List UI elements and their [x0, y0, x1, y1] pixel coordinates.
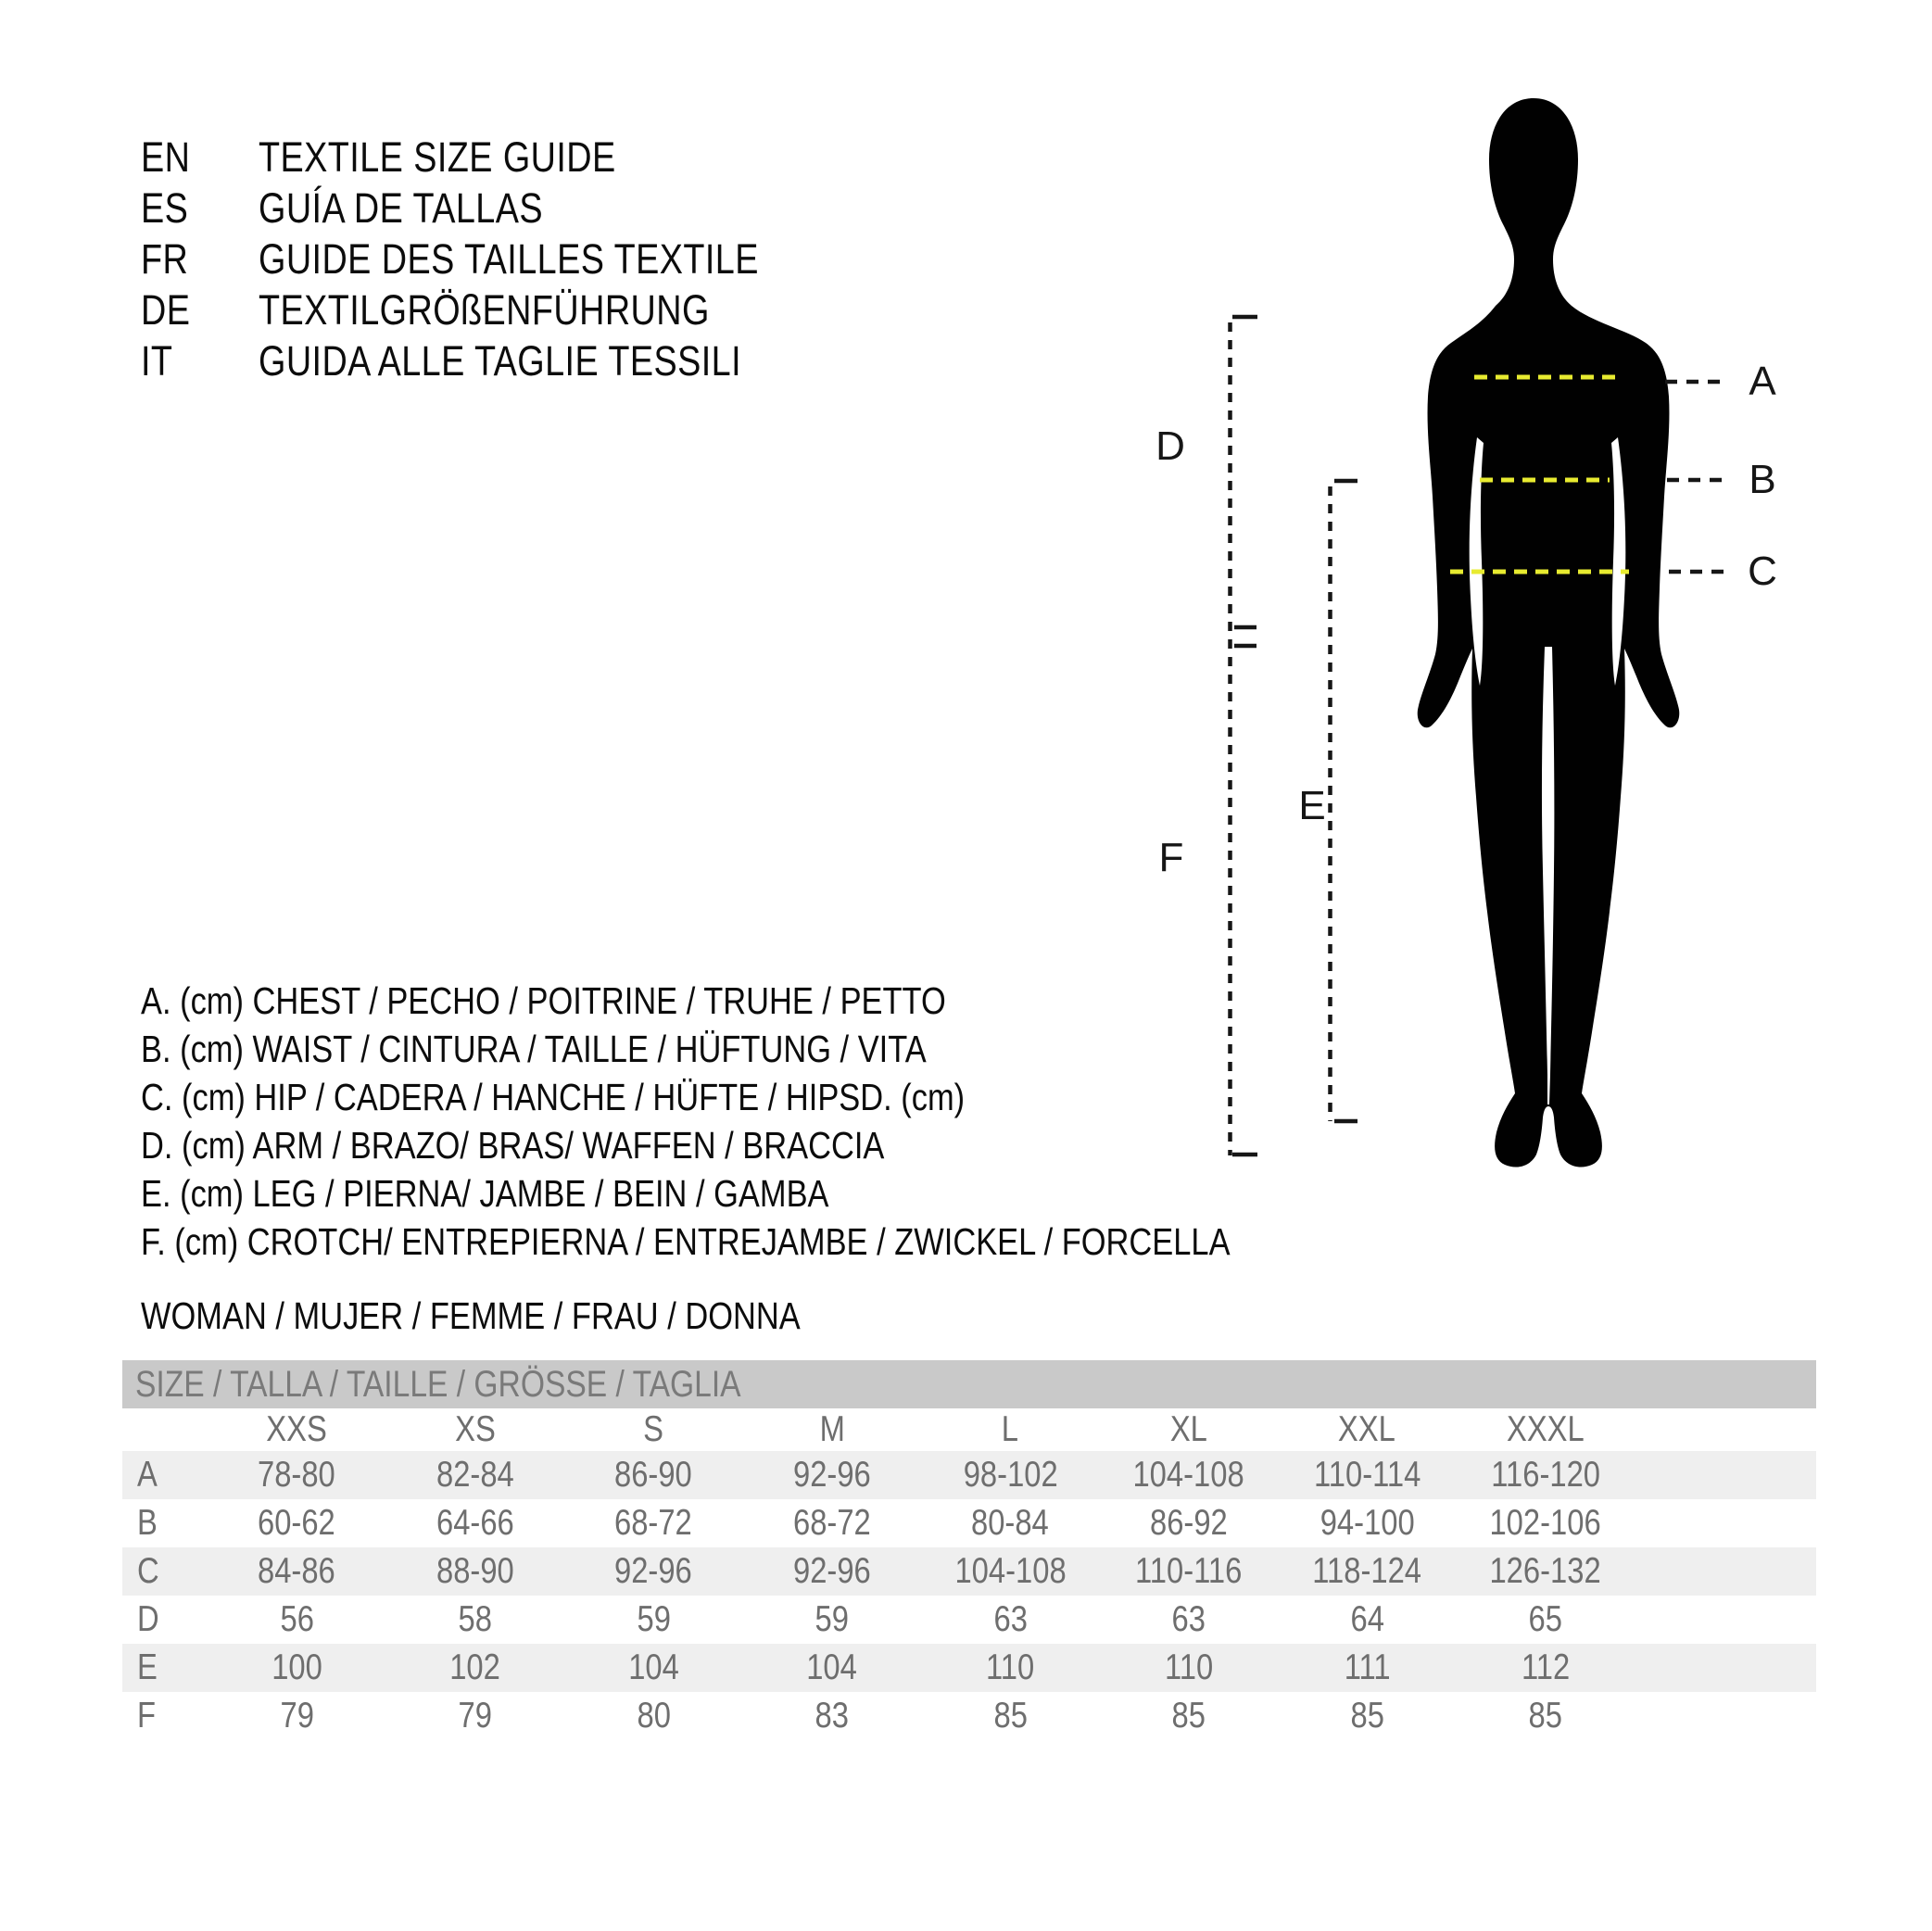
- size-row-trailing-spacer: [1635, 1647, 1816, 1688]
- size-value-text: 64: [1350, 1599, 1384, 1639]
- language-row: [141, 284, 854, 335]
- size-value: [1100, 1696, 1279, 1736]
- size-column-header: [743, 1409, 922, 1450]
- size-value: [208, 1647, 386, 1688]
- size-value-text: 82-84: [436, 1455, 514, 1495]
- size-value-text: 116-120: [1490, 1455, 1600, 1495]
- size-value-text: 80-84: [971, 1503, 1050, 1543]
- size-value: [743, 1647, 922, 1688]
- size-column-header-text: XXXL: [1506, 1409, 1585, 1449]
- size-column-header-text: M: [819, 1409, 845, 1449]
- size-value: [921, 1696, 1100, 1736]
- size-value-text: 104: [806, 1647, 858, 1687]
- size-value: [386, 1503, 565, 1544]
- size-value: [208, 1455, 386, 1496]
- size-value-text: 65: [1528, 1599, 1562, 1639]
- size-value: [743, 1599, 922, 1640]
- size-value: [1278, 1455, 1457, 1496]
- size-value-text: 98-102: [963, 1455, 1058, 1495]
- size-value: [1100, 1647, 1279, 1688]
- size-value-text: 86-90: [614, 1455, 693, 1495]
- size-value: [564, 1599, 743, 1640]
- guide-title: TEXTILGRÖßENFÜHRUNG: [259, 286, 710, 334]
- size-value: [208, 1599, 386, 1640]
- size-value-text: 60-62: [258, 1503, 336, 1543]
- measurement-legend: [141, 977, 1437, 1266]
- row-label-text: E: [137, 1647, 158, 1687]
- size-value-text: 79: [458, 1696, 492, 1735]
- size-table-grid: [122, 1408, 1816, 1740]
- size-value: [1100, 1599, 1279, 1640]
- size-value: [1278, 1599, 1457, 1640]
- row-label: [122, 1551, 208, 1592]
- size-value-text: 85: [1171, 1696, 1206, 1735]
- audience-text: WOMAN / MUJER / FEMME / FRAU / DONNA: [141, 1294, 801, 1337]
- language-row: [141, 132, 854, 183]
- size-value: [1278, 1696, 1457, 1736]
- legend-text: E. (cm) LEG / PIERNA/ JAMBE / BEIN / GAMBA: [141, 1172, 829, 1215]
- row-label: [122, 1647, 208, 1688]
- size-value: [1100, 1455, 1279, 1496]
- row-label: [122, 1503, 208, 1544]
- size-value-text: 64-66: [436, 1503, 514, 1543]
- size-value: [564, 1455, 743, 1496]
- size-value-text: 85: [1528, 1696, 1562, 1735]
- size-row-trailing-spacer: [1635, 1696, 1816, 1736]
- size-value-text: 100: [271, 1647, 322, 1687]
- size-value: [386, 1551, 565, 1592]
- size-value-text: 56: [280, 1599, 314, 1639]
- size-value-text: 112: [1521, 1647, 1570, 1687]
- size-value: [564, 1696, 743, 1736]
- size-row-label-spacer: [122, 1409, 208, 1450]
- size-value-text: 59: [814, 1599, 849, 1639]
- size-value: [743, 1551, 922, 1592]
- table-row: [122, 1451, 1816, 1499]
- size-value-text: 102-106: [1489, 1503, 1601, 1543]
- size-column-header-text: S: [643, 1409, 664, 1449]
- row-label: [122, 1599, 208, 1640]
- size-value: [921, 1503, 1100, 1544]
- figure-label-c: C: [1748, 549, 1777, 594]
- size-value-text: 126-132: [1489, 1551, 1601, 1591]
- size-value: [1100, 1503, 1279, 1544]
- size-value-text: 104-108: [954, 1551, 1067, 1591]
- size-value-text: 104: [627, 1647, 679, 1687]
- size-value-text: 68-72: [792, 1503, 871, 1543]
- size-value: [564, 1503, 743, 1544]
- size-value: [743, 1503, 922, 1544]
- size-value: [921, 1455, 1100, 1496]
- row-label: [122, 1696, 208, 1736]
- guide-title: GUIDA ALLE TAGLIE TESSILI: [259, 337, 742, 385]
- size-column-header: [1457, 1409, 1635, 1450]
- size-column-header: [1100, 1409, 1279, 1450]
- size-value-text: 85: [1350, 1696, 1384, 1735]
- row-label-text: A: [137, 1455, 158, 1495]
- guide-title: GUÍA DE TALLAS: [259, 184, 544, 232]
- size-value: [386, 1599, 565, 1640]
- size-value-text: 80: [637, 1696, 671, 1735]
- size-value-text: 59: [637, 1599, 671, 1639]
- language-row: [141, 335, 854, 386]
- size-column-header-text: XL: [1169, 1409, 1207, 1449]
- size-value-text: 86-92: [1149, 1503, 1228, 1543]
- size-value: [564, 1551, 743, 1592]
- size-value: [208, 1503, 386, 1544]
- size-value: [1278, 1551, 1457, 1592]
- legend-line: [141, 977, 1437, 1025]
- size-column-header-text: XS: [454, 1409, 496, 1449]
- size-table: [122, 1360, 1816, 1740]
- figure-label-e: E: [1298, 783, 1326, 828]
- size-value: [1278, 1647, 1457, 1688]
- size-table-header-band: [122, 1360, 1816, 1408]
- legend-text: B. (cm) WAIST / CINTURA / TAILLE / HÜFTUNG / VITA: [141, 1028, 927, 1070]
- size-value: [743, 1696, 922, 1736]
- legend-line: [141, 1121, 1437, 1169]
- size-value-text: 110: [1164, 1647, 1213, 1687]
- size-value-text: 110: [986, 1647, 1035, 1687]
- size-value: [1100, 1551, 1279, 1592]
- size-value: [1278, 1503, 1457, 1544]
- legend-text: C. (cm) HIP / CADERA / HANCHE / HÜFTE / HIPSD. (cm): [141, 1076, 966, 1118]
- figure-label-f: F: [1158, 835, 1184, 880]
- size-row-trailing-spacer: [1635, 1455, 1816, 1496]
- size-value: [1457, 1696, 1635, 1736]
- language-code: FR: [141, 235, 189, 283]
- size-value: [921, 1551, 1100, 1592]
- size-value-text: 92-96: [614, 1551, 693, 1591]
- armpit-gap-right: [1611, 437, 1625, 686]
- size-row-trailing-spacer: [1635, 1599, 1816, 1640]
- size-value-text: 68-72: [614, 1503, 693, 1543]
- audience-line: [141, 1295, 926, 1336]
- size-value: [1457, 1503, 1635, 1544]
- size-column-header-text: XXL: [1338, 1409, 1396, 1449]
- size-value-text: 58: [458, 1599, 492, 1639]
- size-value: [743, 1455, 922, 1496]
- guide-title: TEXTILE SIZE GUIDE: [259, 133, 616, 181]
- size-value-text: 102: [449, 1647, 501, 1687]
- figure-label-b: B: [1749, 457, 1776, 502]
- language-row: [141, 233, 854, 284]
- size-column-header-text: XXS: [266, 1409, 328, 1449]
- size-column-header: [921, 1409, 1100, 1450]
- size-value: [1457, 1647, 1635, 1688]
- size-value: [208, 1696, 386, 1736]
- size-value: [1457, 1599, 1635, 1640]
- legend-line: [141, 1169, 1437, 1218]
- table-row: [122, 1499, 1816, 1547]
- size-value-text: 111: [1344, 1647, 1391, 1687]
- size-value-text: 88-90: [436, 1551, 514, 1591]
- language-row: [141, 183, 854, 233]
- title-block: [141, 132, 854, 386]
- size-value-text: 110-116: [1135, 1551, 1243, 1591]
- legend-line: [141, 1218, 1437, 1266]
- woman-silhouette: [1418, 98, 1680, 1167]
- size-column-header: [386, 1409, 565, 1450]
- size-value: [208, 1551, 386, 1592]
- legend-text: D. (cm) ARM / BRAZO/ BRAS/ WAFFEN / BRACCIA: [141, 1124, 885, 1167]
- legend-line: [141, 1025, 1437, 1073]
- armpit-gap-left: [1470, 437, 1484, 686]
- row-label: [122, 1455, 208, 1496]
- table-row: [122, 1692, 1816, 1740]
- size-value: [386, 1696, 565, 1736]
- language-code: ES: [141, 184, 189, 232]
- size-value: [564, 1647, 743, 1688]
- leg-gap: [1542, 647, 1554, 1104]
- table-row: [122, 1596, 1816, 1644]
- size-value: [1457, 1455, 1635, 1496]
- size-column-header-text: L: [1002, 1409, 1019, 1449]
- size-value: [921, 1599, 1100, 1640]
- figure-label-a: A: [1749, 359, 1776, 404]
- size-value-text: 79: [280, 1696, 314, 1735]
- legend-line: [141, 1073, 1437, 1121]
- figure-label-d: D: [1155, 423, 1185, 469]
- size-column-header: [208, 1409, 386, 1450]
- row-label-text: C: [137, 1551, 159, 1591]
- size-value-text: 92-96: [792, 1551, 871, 1591]
- size-value: [386, 1455, 565, 1496]
- size-row-trailing-spacer: [1635, 1551, 1816, 1592]
- table-row: [122, 1547, 1816, 1596]
- size-value-text: 92-96: [792, 1455, 871, 1495]
- size-value-text: 85: [993, 1696, 1028, 1735]
- language-code: DE: [141, 286, 191, 334]
- size-value-text: 63: [1171, 1599, 1206, 1639]
- size-column-header: [564, 1409, 743, 1450]
- size-value: [386, 1647, 565, 1688]
- size-value-text: 63: [993, 1599, 1028, 1639]
- table-row: [122, 1644, 1816, 1692]
- guide-title: GUIDE DES TAILLES TEXTILE: [259, 235, 759, 283]
- row-label-text: B: [137, 1503, 158, 1543]
- row-label-text: F: [137, 1696, 157, 1735]
- size-column-header: [1278, 1409, 1457, 1450]
- size-row-trailing-spacer: [1635, 1409, 1816, 1450]
- size-value-text: 84-86: [258, 1551, 336, 1591]
- legend-text: A. (cm) CHEST / PECHO / POITRINE / TRUHE / PETTO: [141, 979, 946, 1022]
- size-value-text: 83: [814, 1696, 849, 1735]
- size-columns-row: [122, 1408, 1816, 1451]
- size-value: [1457, 1551, 1635, 1592]
- legend-text: F. (cm) CROTCH/ ENTREPIERNA / ENTREJAMBE / ZWICKEL / FORCELLA: [141, 1220, 1231, 1263]
- size-table-header-text: SIZE / TALLA / TAILLE / GRÖSSE / TAGLIA: [135, 1364, 741, 1405]
- size-value-text: 78-80: [258, 1455, 336, 1495]
- size-value-text: 118-124: [1312, 1551, 1422, 1591]
- row-label-text: D: [137, 1599, 159, 1639]
- size-row-trailing-spacer: [1635, 1503, 1816, 1544]
- language-code: IT: [141, 337, 173, 385]
- size-value-text: 110-114: [1313, 1455, 1421, 1495]
- language-code: EN: [141, 133, 191, 181]
- size-value-text: 94-100: [1320, 1503, 1415, 1543]
- size-value: [921, 1647, 1100, 1688]
- size-value-text: 104-108: [1132, 1455, 1244, 1495]
